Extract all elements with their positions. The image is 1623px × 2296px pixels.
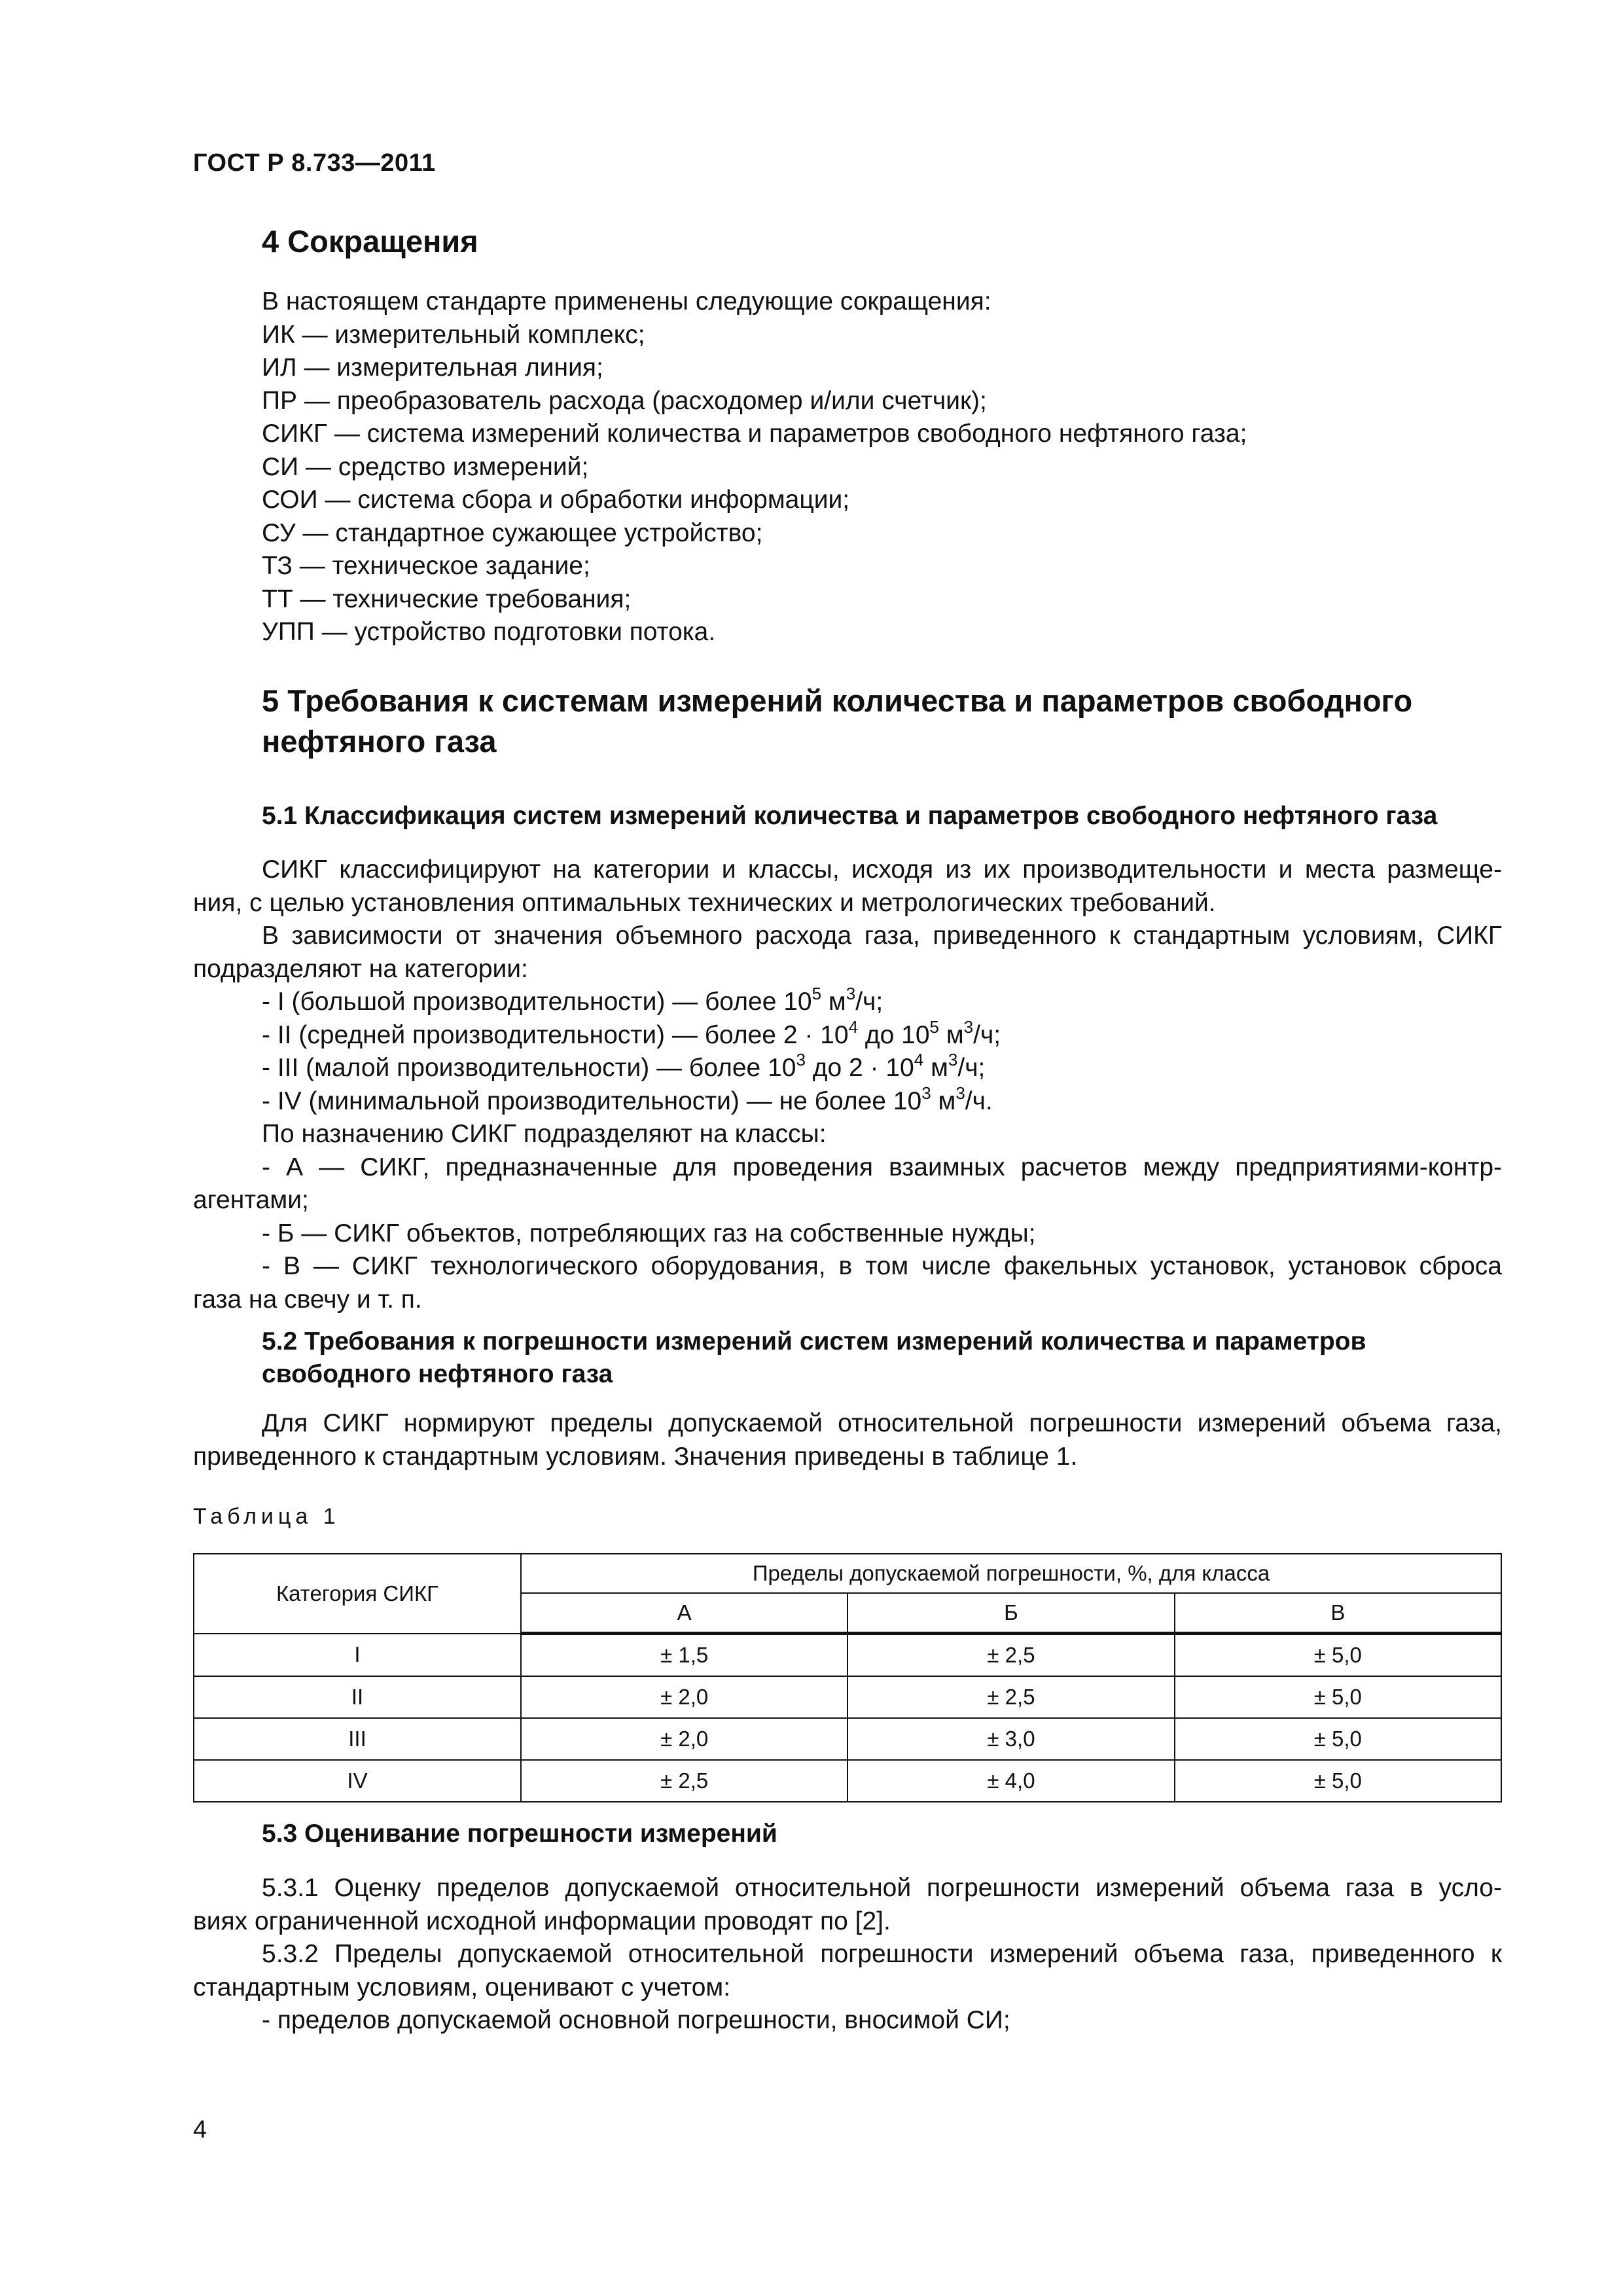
- paragraph-line: В зависимости от значения объемного расхода газа, приведенного к стандартным условиям, СИКГ: [262, 922, 1502, 950]
- class-item-v-cont: газа на свечу и т. п.: [193, 1285, 422, 1314]
- section-5-2-body: [193, 1407, 1502, 1473]
- paragraph-line: приведенного к стандартным условиям. Значения приведены в таблице 1.: [193, 1442, 1078, 1471]
- class-item-v: - В — СИКГ технологического оборудования, в том числе факельных установок, установок сброса: [262, 1252, 1502, 1280]
- error-limits-table: [193, 1553, 1502, 1803]
- header-class-a: А: [521, 1593, 847, 1634]
- section-5-1-body: [193, 853, 1502, 1316]
- abbrev-item: СИ — средство измерений;: [262, 452, 589, 481]
- category-item-2: - II (средней производительности) — более $2 \cdot 10^4$ до $10^5$ $м^3/ч$;: [262, 1016, 1001, 1049]
- cell-category: IV: [194, 1760, 521, 1802]
- cell-value: ± 2,5: [847, 1634, 1174, 1677]
- section-5-title: [262, 681, 1505, 762]
- category-item-3: - III (малой производительности) — более $10^3$ до $2 \cdot 10^4$ $м^3/ч$;: [262, 1050, 986, 1082]
- abbrev-item: ТЗ — техническое задание;: [262, 552, 590, 580]
- section-5-2-title: [262, 1325, 1505, 1391]
- paragraph-line: 5.3.2 Пределы допускаемой относительной погрешности измерений объема газа, приведенного к: [262, 1940, 1502, 1968]
- paragraph-line: ния, с целью установления оптимальных технических и метрологических требований.: [193, 888, 1216, 917]
- paragraph-line: стандартным условиям, оценивают с учетом:: [193, 1973, 731, 2001]
- cell-value: ± 2,5: [847, 1676, 1174, 1718]
- table-row: [194, 1718, 1501, 1760]
- cell-value: ± 2,0: [521, 1718, 847, 1760]
- section-5-3-body: [193, 1872, 1502, 2037]
- table-caption: Таблица 1: [193, 1504, 340, 1529]
- cell-value: ± 5,0: [1175, 1634, 1501, 1677]
- abbrev-item: СУ — стандартное сужающее устройство;: [262, 518, 763, 547]
- category-item-1: - I (большой производительности) — более $10^5$ $м^3/ч$;: [262, 984, 883, 1016]
- cell-value: ± 1,5: [521, 1634, 847, 1677]
- cell-category: II: [194, 1676, 521, 1718]
- paragraph-line: 5.3.1 Оценку пределов допускаемой относительной погрешности измерений объема газа в усло-: [262, 1874, 1502, 1902]
- abbrev-item: ИК — измерительный комплекс;: [262, 320, 645, 349]
- cell-category: III: [194, 1718, 521, 1760]
- cell-value: ± 5,0: [1175, 1760, 1501, 1802]
- abbrev-item: УПП — устройство подготовки потока.: [262, 618, 716, 646]
- cell-value: ± 4,0: [847, 1760, 1174, 1802]
- abbrev-item: СОИ — система сбора и обработки информации;: [262, 486, 850, 514]
- page-number: 4: [193, 2116, 207, 2144]
- section-4-title: 4 Сокращения: [262, 224, 478, 259]
- cell-value: ± 2,5: [521, 1760, 847, 1802]
- paragraph-line: По назначению СИКГ подразделяют на классы:: [262, 1120, 827, 1148]
- cell-value: ± 2,0: [521, 1676, 847, 1718]
- abbrev-item: ПР — преобразователь расхода (расходомер и/или счетчик);: [262, 386, 987, 415]
- class-item-b: - Б — СИКГ объектов, потребляющих газ на собственные нужды;: [262, 1219, 1036, 1247]
- table-row: [194, 1634, 1501, 1677]
- class-item-a-cont: агентами;: [193, 1186, 309, 1214]
- category-item-4: - IV (минимальной производительности) — не более $10^3$ $м^3/ч$.: [262, 1083, 993, 1115]
- section-5-title-line1: 5 Требования к системам измерений количества и параметров свободного: [262, 683, 1413, 718]
- section-5-title-line2: нефтяного газа: [262, 724, 497, 759]
- cell-value: ± 3,0: [847, 1718, 1174, 1760]
- paragraph-line: подразделяют на категории:: [193, 954, 528, 983]
- section-5-2-title-line2: свободного нефтяного газа: [262, 1360, 613, 1388]
- cell-value: ± 5,0: [1175, 1718, 1501, 1760]
- section-5-2-title-line1: 5.2 Требования к погрешности измерений систем измерений количества и параметров: [262, 1327, 1366, 1355]
- table-row: [194, 1676, 1501, 1718]
- list-item: - пределов допускаемой основной погрешности, вносимой СИ;: [262, 2006, 1010, 2034]
- header-class-b: Б: [847, 1593, 1174, 1634]
- abbrev-intro: В настоящем стандарте применены следующие сокращения:: [262, 287, 991, 315]
- paragraph-line: СИКГ классифицируют на категории и классы, исходя из их производительности и места размеще-: [262, 855, 1502, 884]
- cell-category: I: [194, 1634, 521, 1677]
- abbrev-item: ТТ — технические требования;: [262, 584, 632, 613]
- paragraph-line: Для СИКГ нормируют пределы допускаемой относительной погрешности измерений объема газа,: [262, 1409, 1502, 1437]
- header-class-v: В: [1175, 1593, 1501, 1634]
- abbreviations-list: [262, 285, 1247, 649]
- section-5-3-title: 5.3 Оценивание погрешности измерений: [262, 1820, 777, 1848]
- paragraph-line: виях ограниченной исходной информации проводят по [2].: [193, 1907, 891, 1935]
- abbrev-item: ИЛ — измерительная линия;: [262, 353, 603, 382]
- abbrev-item: СИКГ — система измерений количества и параметров свободного нефтяного газа;: [262, 420, 1247, 448]
- standard-id: ГОСТ Р 8.733—2011: [193, 149, 436, 177]
- cell-value: ± 5,0: [1175, 1676, 1501, 1718]
- class-item-a: - А — СИКГ, предназначенные для проведения взаимных расчетов между предприятиями-контр-: [262, 1153, 1502, 1181]
- section-5-1-title: 5.1 Классификация систем измерений количества и параметров свободного нефтяного газа: [262, 802, 1438, 830]
- header-category: Категория СИКГ: [194, 1554, 521, 1634]
- table-row: [194, 1760, 1501, 1802]
- header-limits-group: Пределы допускаемой погрешности, %, для класса: [521, 1554, 1501, 1593]
